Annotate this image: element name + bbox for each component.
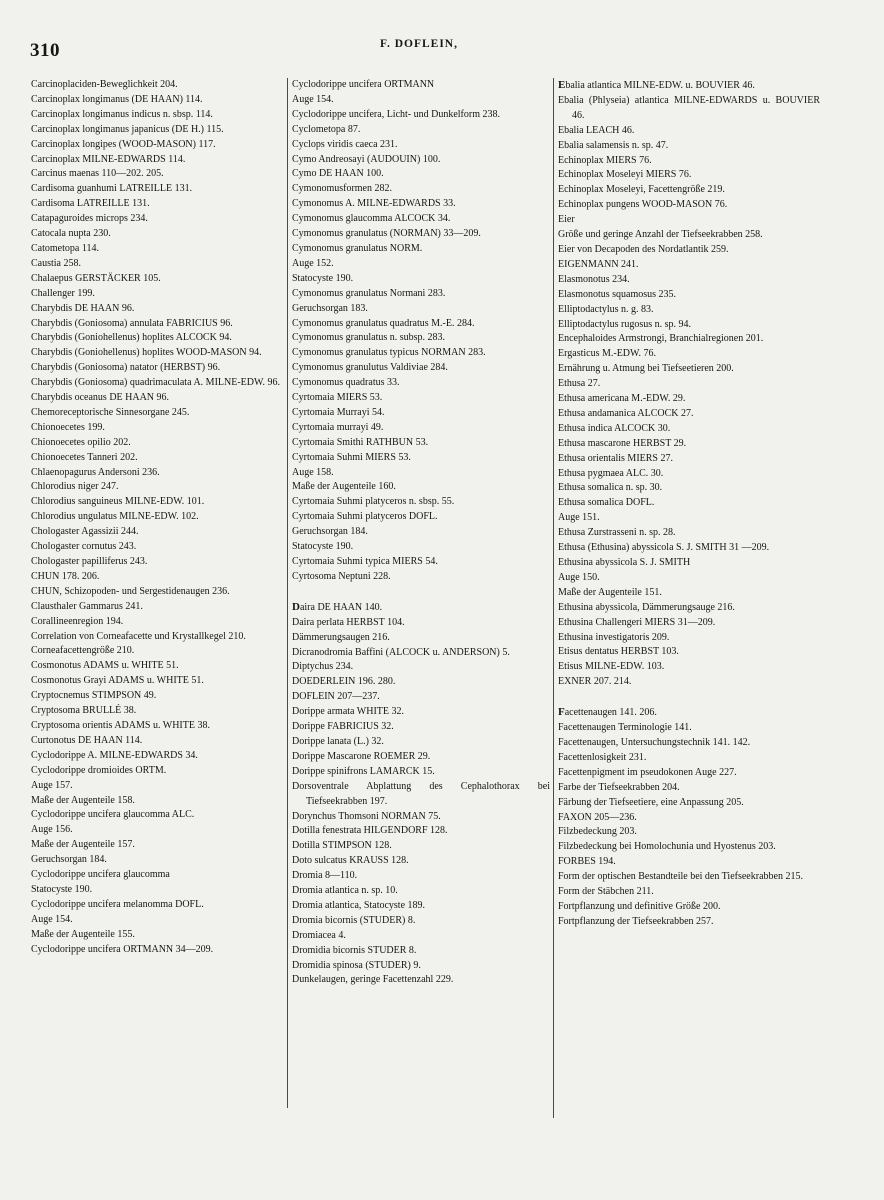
index-entry: Etisus MILNE-EDW. 103. <box>558 661 665 673</box>
index-entry: Dromia atlantica n. sp. 10. <box>292 885 398 897</box>
index-entry: Catapaguroides microps 234. <box>31 213 148 225</box>
index-subentry: Maße der Augenteile 158. <box>31 794 135 806</box>
index-entry: Ethusa pygmaea ALC. 30. <box>558 467 664 479</box>
index-entry: Form der optischen Bestandteile bei den Tiefseekrabben 215. <box>558 871 803 883</box>
index-entry: Cymonomus A. MILNE-EDWARDS 33. <box>292 198 456 210</box>
index-entry: Cymonomus glaucomma ALCOCK 34. <box>292 213 451 225</box>
index-entry: Ethusa indica ALCOCK 30. <box>558 422 671 434</box>
index-entry: Elliptodactylus n. g. 83. <box>558 303 654 315</box>
index-entry: Etisus dentatus HERBST 103. <box>558 646 679 658</box>
section-gap <box>558 690 820 705</box>
index-entry: Cyrtomaia Suhmi platyceros DOFL. <box>292 511 438 523</box>
index-entry: Ethusa orientalis MIERS 27. <box>558 452 673 464</box>
index-entry: Catocala nupta 230. <box>31 228 111 240</box>
index-entry: Corneafacettengröße 210. <box>31 645 135 657</box>
index-entry: Cryptocnemus STIMPSON 49. <box>31 690 157 702</box>
index-entry: Carcinoplax longipes (WOOD-MASON) 117. <box>31 138 216 150</box>
index-entry: Cyrtomaia Suhmi platyceros n. sbsp. 55. <box>292 496 455 508</box>
index-subentry: Maße der Augenteile 157. <box>31 839 135 851</box>
index-entry: Ebalia atlantica MILNE-EDW. u. BOUVIER 46. <box>558 79 755 91</box>
index-entry: Charybdis (Goniohellenus) hoplites ALCOCK 94. <box>31 332 232 344</box>
index-entry: Cyclodorippe uncifera, Licht- und Dunkelform 238. <box>292 108 500 120</box>
index-entry: Ethusa somalica n. sp. 30. <box>558 482 663 494</box>
index-entry: Cymo Andreosayi (AUDOUIN) 100. <box>292 153 441 165</box>
index-entry: Cymo DE HAAN 100. <box>292 168 384 180</box>
index-entry: Ebalia salamensis n. sp. 47. <box>558 139 669 151</box>
index-entry: Corallineenregion 194. <box>31 615 124 627</box>
index-entry: Cosmonotus ADAMS u. WHITE 51. <box>31 660 179 672</box>
index-entry: Cryptosoma BRULLÉ 38. <box>31 705 137 717</box>
index-entry: Carcinoplax longimanus japanicus (DE H.) 115. <box>31 123 224 135</box>
index-entry: Cyrtomaia Smithi RATHBUN 53. <box>292 436 429 448</box>
index-entry: Cymonomus granulatus n. subsp. 283. <box>292 332 446 344</box>
index-subentry: Auge 154. <box>292 93 334 105</box>
index-entry: CHUN, Schizopoden- und Sergestidenaugen 236. <box>31 585 230 597</box>
index-entry: Dorippe Mascarone ROEMER 29. <box>292 750 431 762</box>
index-entry: Cyrtosoma Neptuni 228. <box>292 570 391 582</box>
index-entry: Daira DE HAAN 140. <box>292 600 383 613</box>
index-entry: Cyrtomaia Suhmi MIERS 53. <box>292 451 411 463</box>
index-entry: Cymonomusformen 282. <box>292 183 392 195</box>
index-entry: Eier <box>558 214 575 226</box>
index-subentry: Auge 157. <box>31 779 73 791</box>
index-subentry: Auge 156. <box>31 824 73 836</box>
index-entry: Cyclodorippe uncifera ORTMANN <box>292 79 435 90</box>
index-entry: Chionoecetes opilio 202. <box>31 436 131 448</box>
index-entry: Cymonomus granulatus typicus NORMAN 283. <box>292 347 486 359</box>
index-subentry: Statocyste 190. <box>292 272 354 284</box>
index-entry: Caustia 258. <box>31 257 81 269</box>
index-entry: Dromidia bicornis STUDER 8. <box>292 944 417 956</box>
index-entry: Catometopa 114. <box>31 242 99 254</box>
index-entry: Chlorodius sanguineus MILNE-EDW. 101. <box>31 496 205 508</box>
index-entry: Chalaepus GERSTÄCKER 105. <box>31 272 161 284</box>
index-subentry: Auge 152. <box>292 257 334 269</box>
index-entry: Chemoreceptorische Sinnesorgane 245. <box>31 406 190 418</box>
index-subentry: Auge 154. <box>31 913 73 925</box>
index-entry: Cyclodorippe uncifera melanomma DOFL. <box>31 898 204 910</box>
index-entry: Dorippe FABRICIUS 32. <box>292 721 394 733</box>
index-entry: Cosmonotus Grayi ADAMS u. WHITE 51. <box>31 675 204 687</box>
index-entry: Eier von Decapoden des Nordatlantik 259. <box>558 243 729 255</box>
index-entry: Cyclodorippe A. MILNE-EDWARDS 34. <box>31 749 198 761</box>
index-entry: Dämmerungsaugen 216. <box>292 631 390 643</box>
index-entry: Challenger 199. <box>31 287 95 299</box>
index-entry: Cymonomus granulatus NORM. <box>292 242 423 254</box>
running-head: F. DOFLEIN, <box>380 38 458 50</box>
index-entry: Ethusa 27. <box>558 378 601 390</box>
index-entry: Facettenaugen 141. 206. <box>558 706 657 719</box>
index-entry: Charybdis (Goniohellenus) hoplites WOOD-MASON 94. <box>31 347 262 359</box>
index-entry: Dromidia spinosa (STUDER) 9. <box>292 959 421 971</box>
index-entry: Charybdis oceanus DE HAAN 96. <box>31 392 170 404</box>
index-entry: Dromia atlantica, Statocyste 189. <box>292 899 426 911</box>
index-entry: Dotilla fenestrata HILGENDORF 128. <box>292 825 448 837</box>
index-entry: Echinoplax MIERS 76. <box>558 154 652 166</box>
index-entry: Chlorodius niger 247. <box>31 481 119 493</box>
index-entry: Carcinoplax longimanus (DE HAAN) 114. <box>31 93 203 105</box>
index-entry: EIGENMANN 241. <box>558 258 639 270</box>
index-entry: Cyclodorippe uncifera glaucomma ALC. <box>31 809 195 821</box>
index-entry: Ethusina abyssicola S. J. SMITH <box>558 557 691 568</box>
index-entry: Cyrtomaia MIERS 53. <box>292 392 383 404</box>
index-entry: Correlation von Corneafacette und Krystallkegel 210. <box>31 630 246 642</box>
index-entry: Curtonotus DE HAAN 114. <box>31 734 143 746</box>
index-entry: Dorynchus Thomsoni NORMAN 75. <box>292 810 441 822</box>
index-subentry: Größe und geringe Anzahl der Tiefseekrabben 258. <box>558 229 763 241</box>
index-subentry: Statocyste 190. <box>292 541 354 553</box>
index-entry: Chologaster Agassizii 244. <box>31 526 139 538</box>
index-entry: Ernährung u. Atmung bei Tiefseetieren 200. <box>558 363 734 375</box>
index-entry: Doto sulcatus KRAUSS 128. <box>292 855 409 867</box>
index-entry: Cryptosoma orientis ADAMS u. WHITE 38. <box>31 719 210 731</box>
page-number: 310 <box>30 40 60 61</box>
section-gap <box>292 585 550 600</box>
index-entry: Ethusina abyssicola, Dämmerungsauge 216. <box>558 601 735 613</box>
index-entry: CHUN 178. 206. <box>31 570 100 582</box>
index-entry: Ethusa somalica DOFL. <box>558 497 655 509</box>
index-entry: Dromiacea 4. <box>292 929 346 941</box>
index-column-1 <box>31 78 286 957</box>
index-entry: Dromia 8—110. <box>292 870 358 882</box>
index-subentry: Auge 158. <box>292 466 334 478</box>
index-entry: Cymonomus granulutus Valdiviae 284. <box>292 362 448 374</box>
index-entry: Farbe der Tiefseekrabben 204. <box>558 781 680 793</box>
column-rule-right <box>553 78 554 1118</box>
index-entry: Elasmonotus 234. <box>558 273 630 285</box>
index-entry: Ethusa Zurstrasseni n. sp. 28. <box>558 527 676 539</box>
index-subentry: Statocyste 190. <box>31 883 93 895</box>
index-subentry: Geruchsorgan 183. <box>292 302 368 314</box>
index-entry: Charybdis (Goniosoma) annulata FABRICIUS 96. <box>31 317 233 329</box>
index-entry: Cyrtomaia Suhmi typica MIERS 54. <box>292 556 438 567</box>
index-entry: Fortpflanzung der Tiefseekrabben 257. <box>558 915 714 927</box>
index-entry: Filzbedeckung bei Homolochunia und Hyostenus 203. <box>558 841 776 853</box>
index-entry: Elasmonotus squamosus 235. <box>558 288 677 300</box>
index-entry: Cymonomus granulatus quadratus M.-E. 284. <box>292 317 475 329</box>
index-entry: Elliptodactylus rugosus n. sp. 94. <box>558 318 692 330</box>
index-entry: Chionoecetes Tanneri 202. <box>31 451 138 463</box>
index-entry: Filzbedeckung 203. <box>558 826 637 838</box>
index-entry: Dromia bicornis (STUDER) 8. <box>292 914 416 926</box>
index-entry: Echinoplax pungens WOOD-MASON 76. <box>558 199 728 211</box>
index-entry: Chologaster cornutus 243. <box>31 541 137 553</box>
index-entry: Dorippe lanata (L.) 32. <box>292 735 384 747</box>
index-entry: Dotilla STIMPSON 128. <box>292 840 392 852</box>
index-entry: Cyrtomaia murrayi 49. <box>292 421 384 433</box>
index-entry: Charybdis (Goniosoma) quadrimaculata A. MILNE-EDW. 96. <box>31 377 281 389</box>
index-entry: DOFLEIN 207—237. <box>292 691 380 703</box>
index-subentry: Auge 150. <box>558 571 600 583</box>
index-entry: Ethusina investigatoris 209. <box>558 631 670 643</box>
index-column-2 <box>292 78 550 988</box>
index-entry: Cyclodorippe dromioides ORTM. <box>31 764 167 776</box>
index-entry: Cyclodorippe uncifera glaucomma <box>31 869 170 881</box>
index-entry: Facettenpigment im pseudokonen Auge 227. <box>558 766 737 778</box>
section-initial: D <box>292 600 300 613</box>
section-initial: F <box>558 706 565 719</box>
index-entry: Facettenlosigkeit 231. <box>558 751 647 763</box>
index-entry: Ethusa mascarone HERBST 29. <box>558 437 687 449</box>
index-entry: Echinoplax Moseleyi MIERS 76. <box>558 169 692 181</box>
section-initial: E <box>558 79 566 91</box>
index-entry: Charybdis DE HAAN 96. <box>31 302 135 314</box>
index-entry: Ebalia (Phlyseia) atlantica MILNE-EDWARDS u. BOUVIER 46. <box>558 94 820 121</box>
index-entry: Diptychus 234. <box>292 661 354 673</box>
index-entry: Dorippe spinifrons LAMARCK 15. <box>292 765 435 777</box>
index-entry: Ethusa (Ethusina) abyssicola S. J. SMITH 31 —209. <box>558 542 770 554</box>
index-entry: Echinoplax Moseleyi, Facettengröße 219. <box>558 184 725 196</box>
index-entry: Ebalia LEACH 46. <box>558 124 635 136</box>
index-entry: Carcinus maenas 110—202. 205. <box>31 168 164 180</box>
index-entry: Ergasticus M.-EDW. 76. <box>558 348 657 360</box>
index-column-3 <box>558 78 820 930</box>
index-entry: Dorippe armata WHITE 32. <box>292 706 404 718</box>
index-entry: FORBES 194. <box>558 856 616 868</box>
index-subentry: Maße der Augenteile 155. <box>31 928 135 940</box>
index-entry: Cyrtomaia Murrayi 54. <box>292 406 385 418</box>
index-entry: Cymonomus quadratus 33. <box>292 377 400 389</box>
index-entry: Cyclops viridis caeca 231. <box>292 138 398 150</box>
index-entry: DOEDERLEIN 196. 280. <box>292 676 396 688</box>
index-entry: Encephaloides Armstrongi, Branchialregionen 201. <box>558 333 764 345</box>
index-entry: Ethusa andamanica ALCOCK 27. <box>558 407 694 419</box>
index-entry: Chologaster papilliferus 243. <box>31 556 148 567</box>
index-entry: Ethusa americana M.-EDW. 29. <box>558 393 686 405</box>
index-entry: Daira perlata HERBST 104. <box>292 616 405 628</box>
index-entry: Cardisoma LATREILLE 131. <box>31 198 150 210</box>
index-entry: EXNER 207. 214. <box>558 676 632 688</box>
index-entry: Cyclometopa 87. <box>292 123 361 135</box>
index-subentry: Maße der Augenteile 151. <box>558 586 662 598</box>
index-entry: Cyclodorippe uncifera ORTMANN 34—209. <box>31 943 214 955</box>
index-entry: Facettenaugen, Untersuchungstechnik 141. 142. <box>558 736 751 748</box>
index-entry: FAXON 205—236. <box>558 811 637 823</box>
index-entry: Fortpflanzung und definitive Größe 200. <box>558 900 721 912</box>
index-entry: Form der Stäbchen 211. <box>558 886 654 898</box>
index-subentry: Maße der Augenteile 160. <box>292 481 396 493</box>
index-entry: Carcinoplax MILNE-EDWARDS 114. <box>31 153 186 165</box>
index-entry: Chionoecetes 199. <box>31 421 105 433</box>
index-entry: Cymonomus granulatus (NORMAN) 33—209. <box>292 228 481 240</box>
column-rule-left <box>287 78 288 1108</box>
index-entry: Cardisoma guanhumi LATREILLE 131. <box>31 183 193 195</box>
index-entry: Charybdis (Goniosoma) natator (HERBST) 96. <box>31 362 221 374</box>
index-entry: Ethusina Challengeri MIERS 31—209. <box>558 616 716 628</box>
index-entry: Facettenaugen Terminologie 141. <box>558 722 692 734</box>
index-entry: Chlaenopagurus Andersoni 236. <box>31 466 160 478</box>
index-subentry: Geruchsorgan 184. <box>31 854 107 866</box>
index-entry: Dicranodromia Baffini (ALCOCK u. ANDERSON) 5. <box>292 646 510 658</box>
index-entry: Cymonomus granulatus Normani 283. <box>292 287 446 299</box>
index-entry: Carcinoplax longimanus indicus n. sbsp. 114. <box>31 108 213 120</box>
index-subentry: Geruchsorgan 184. <box>292 526 368 538</box>
index-entry: Clausthaler Gammarus 241. <box>31 600 143 612</box>
index-entry: Dorsoventrale Abplattung des Cephalothorax bei Tiefseekrabben 197. <box>292 780 550 807</box>
index-subentry: Auge 151. <box>558 512 600 524</box>
index-entry: Färbung der Tiefseetiere, eine Anpassung 205. <box>558 796 744 808</box>
index-entry: Carcinoplaciden-Beweglichkeit 204. <box>31 79 178 90</box>
index-entry: Dunkelaugen, geringe Facettenzahl 229. <box>292 974 454 986</box>
index-entry: Chlorodius ungulatus MILNE-EDW. 102. <box>31 511 199 523</box>
